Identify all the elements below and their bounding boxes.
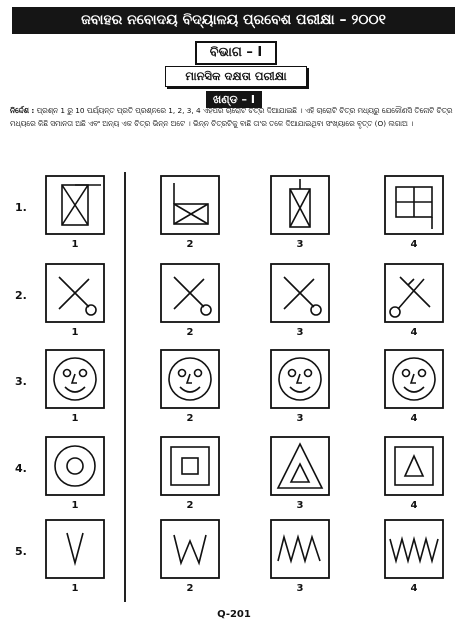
option-figure-window-grid — [384, 175, 444, 235]
option-figure-zigzag-3 — [270, 519, 330, 579]
option-number[interactable]: 1 — [71, 327, 79, 338]
option-figure-zigzag-v — [45, 519, 105, 579]
question-number: 2. — [15, 289, 27, 302]
option-figure-concentric-squares — [160, 436, 220, 496]
section-heading: ବିଭାଗ – I — [195, 41, 277, 65]
option-figure-cross-with-circle — [45, 263, 105, 323]
instructions-lead: ନିର୍ଦ୍ଦେଶ : — [10, 106, 35, 115]
option-number[interactable]: 1 — [71, 239, 79, 250]
option-number[interactable]: 2 — [186, 327, 194, 338]
option-number[interactable]: 3 — [296, 239, 304, 250]
exam-title-banner: ଜବାହର ନବୋଦୟ ବିଦ୍ୟାଳୟ ପ୍ରବେଶ ପରୀକ୍ଷା – ୨୦୦୧ — [12, 7, 455, 34]
option-figure-triangle-in-square — [384, 436, 444, 496]
instructions-text: ପ୍ରଶ୍ନ 1 ରୁ 10 ପର୍ଯ୍ୟନ୍ତ ପ୍ରତି ପ୍ରଶ୍ନରେ 1, 2, 3, 4 ଏହିପରି ଚାରୋଟି ଚିତ୍ର ଦିଆଯାଇଛି । ଏହି ଚାରୋଟି ଚିତ୍ର ମଧ୍ୟରୁ ଯେକୌଣସି ତିନୋଟି ଚିତ୍ର ମଧ୍ୟରେ କିଛି ସମାନତା ଅଛି ଏବଂ ଅନ୍ୟ ଏକ ଚିତ୍ର ଭିନ୍ନ ଅଟେ । ଭିନ୍ନ ଚିତ୍ରଟିକୁ ବାଛି ତା'ର ତଳେ ଦିଆଯାଇଥିବା ସଂଖ୍ୟାରେ ବୃତ୍ତ (O) ଲଗାଅ । — [10, 106, 453, 128]
option-figure-smiley-face — [384, 349, 444, 409]
column-divider — [124, 172, 126, 602]
option-figure-smiley-face — [45, 349, 105, 409]
option-figure-zigzag-4 — [384, 519, 444, 579]
option-figure-boxed-x-rectangle — [45, 175, 105, 235]
option-number[interactable]: 4 — [410, 583, 418, 594]
option-figure-boxed-x-rectangle-tall — [270, 175, 330, 235]
option-number[interactable]: 2 — [186, 239, 194, 250]
part-heading: ଖଣ୍ଡ – I — [206, 91, 262, 108]
option-figure-cross-with-circle — [270, 263, 330, 323]
option-figure-cross-with-circle — [160, 263, 220, 323]
question-number: 1. — [15, 201, 27, 214]
option-number[interactable]: 2 — [186, 583, 194, 594]
option-number[interactable]: 3 — [296, 327, 304, 338]
option-number[interactable]: 4 — [410, 239, 418, 250]
option-figure-boxed-x-rectangle-bottom — [160, 175, 220, 235]
option-figure-cross-with-circle-key — [384, 263, 444, 323]
page-number: Q-201 — [217, 609, 251, 620]
option-figure-concentric-circles — [45, 436, 105, 496]
option-number[interactable]: 1 — [71, 583, 79, 594]
option-figure-zigzag-w — [160, 519, 220, 579]
test-subtitle: ମାନସିକ ଦକ୍ଷତା ପରୀକ୍ଷା — [165, 66, 307, 87]
option-number[interactable]: 3 — [296, 413, 304, 424]
option-number[interactable]: 4 — [410, 413, 418, 424]
option-number[interactable]: 2 — [186, 500, 194, 511]
option-figure-concentric-triangles — [270, 436, 330, 496]
option-number[interactable]: 1 — [71, 413, 79, 424]
question-number: 4. — [15, 462, 27, 475]
option-number[interactable]: 2 — [186, 413, 194, 424]
question-number: 3. — [15, 375, 27, 388]
option-figure-smiley-face — [270, 349, 330, 409]
option-number[interactable]: 4 — [410, 327, 418, 338]
option-number[interactable]: 3 — [296, 500, 304, 511]
instructions — [10, 104, 458, 130]
option-number[interactable]: 1 — [71, 500, 79, 511]
option-number[interactable]: 4 — [410, 500, 418, 511]
option-figure-smiley-face — [160, 349, 220, 409]
question-number: 5. — [15, 545, 27, 558]
option-number[interactable]: 3 — [296, 583, 304, 594]
